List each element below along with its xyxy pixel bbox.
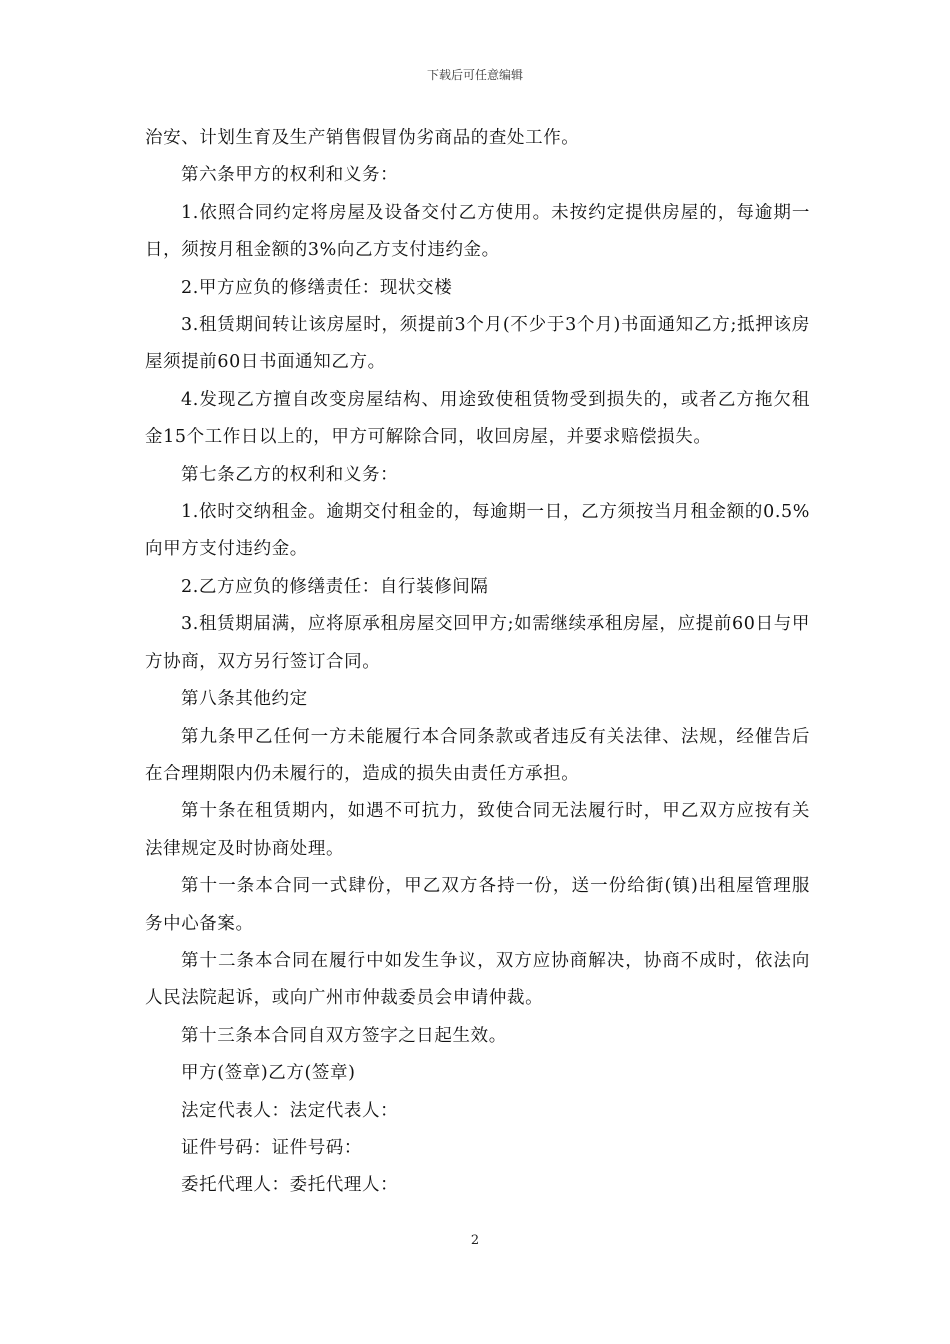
paragraph: 1.依照合同约定将房屋及设备交付乙方使用。未按约定提供房屋的，每逾期一日，须按月租金额的3%向乙方支付违约金。 xyxy=(145,202,810,261)
signature-line: 甲方(签章)乙方(签章) xyxy=(181,1063,356,1084)
paragraph: 第十条在租赁期内，如遇不可抗力，致使合同无法履行时，甲乙双方应按有关法律规定及时协商处理。 xyxy=(145,801,810,859)
section-heading: 第六条甲方的权利和义务： xyxy=(181,165,399,186)
signature-line: 委托代理人：委托代理人： xyxy=(181,1175,399,1196)
page-number: 2 xyxy=(470,1233,480,1248)
paragraph: 3.租赁期间转让该房屋时，须提前3个月(不少于3个月)书面通知乙方;抵押该房屋须提前60日书面通知乙方。 xyxy=(145,315,810,373)
paragraph: 治安、计划生育及生产销售假冒伪劣商品的查处工作。 xyxy=(145,128,580,148)
paragraph: 第九条甲乙任何一方未能履行本合同条款或者违反有关法律、法规，经催告后在合理期限内仍未履行的，造成的损失由责任方承担。 xyxy=(145,726,810,784)
signature-line: 法定代表人：法定代表人： xyxy=(181,1100,399,1121)
paragraph: 第十一条本合同一式肆份，甲乙双方各持一份，送一份给街(镇)出租屋管理服务中心备案。 xyxy=(145,876,810,934)
paragraph: 2.甲方应负的修缮责任：现状交楼 xyxy=(181,277,453,298)
paragraph: 1.依时交纳租金。逾期交付租金的，每逾期一日，乙方须按当月租金额的0.5%向甲方支付违约金。 xyxy=(145,502,810,560)
section-heading: 第七条乙方的权利和义务： xyxy=(181,464,399,485)
document-body xyxy=(145,120,810,1205)
paragraph: 3.租赁期届满，应将原承租房屋交回甲方;如需继续承租房屋，应提前60日与甲方协商，双方另行签订合同。 xyxy=(145,614,810,672)
signature-line: 证件号码：证件号码： xyxy=(181,1137,362,1158)
paragraph: 第十三条本合同自双方签字之日起生效。 xyxy=(181,1025,507,1046)
section-heading: 第八条其他约定 xyxy=(181,689,308,710)
paragraph: 2.乙方应负的修缮责任：自行装修间隔 xyxy=(181,576,489,597)
paragraph: 4.发现乙方擅自改变房屋结构、用途致使租赁物受到损失的，或者乙方拖欠租金15个工作日以上的，甲方可解除合同，收回房屋，并要求赔偿损失。 xyxy=(145,389,810,448)
paragraph: 第十二条本合同在履行中如发生争议，双方应协商解决，协商不成时，依法向人民法院起诉，或向广州市仲裁委员会申请仲裁。 xyxy=(145,950,810,1009)
header-note: 下载后可任意编辑 xyxy=(426,68,523,82)
